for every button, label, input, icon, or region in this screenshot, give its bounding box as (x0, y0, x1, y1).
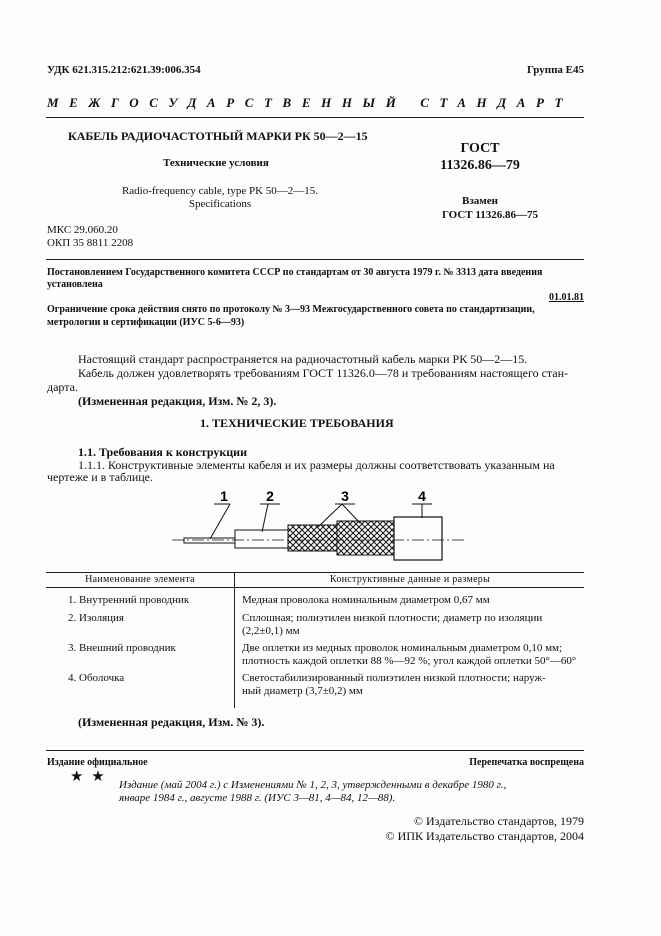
table-row-4-data-1: Светостабилизированный полиэтилен низкой плотности; наруж- (242, 672, 546, 684)
table-row-2-name: 2. Изоляция (68, 612, 124, 624)
table-column-divider (234, 572, 235, 708)
callout-2: 2 (266, 488, 274, 504)
header-rule (46, 117, 584, 118)
callout-1: 1 (220, 488, 228, 504)
table-row-2-data-2: (2,2±0,1) мм (242, 625, 300, 637)
table-amendment-note: (Измененная редакция, Изм. № 3). (78, 715, 265, 729)
sheath-shape (394, 517, 442, 560)
limit-line-2: метрологии и сертификации (ИУС 5-6—93) (47, 317, 245, 328)
replaces-label: Взамен (462, 195, 498, 207)
document-title: КАБЕЛЬ РАДИОЧАСТОТНЫЙ МАРКИ РК 50—2—15 (68, 129, 368, 143)
table-row-1-data: Медная проволока номинальным диаметром 0,67 мм (242, 594, 490, 606)
english-title: Radio-frequency cable, type PK 50—2—15. (121, 185, 319, 197)
edition-line-2: январе 1984 г., августе 1988 г. (ИУС 3—81, 4—84, 12—88). (119, 792, 396, 804)
copyright-2004: © ИПК Издательство стандартов, 2004 (385, 829, 584, 843)
table-header-data: Конструктивные данные и размеры (329, 574, 491, 585)
cable-drawing (170, 488, 470, 568)
copyright-1979: © Издательство стандартов, 1979 (413, 814, 584, 828)
clause-111: 1.1.1. Конструктивные элементы кабеля и их размеры должны соответствовать указанным на (78, 458, 555, 472)
official-edition: Издание официальное (47, 757, 148, 768)
table-row-3-name: 3. Внешний проводник (68, 642, 176, 654)
insulation-shape (235, 530, 289, 548)
introduction-date: 01.01.81 (549, 292, 584, 303)
leader-3b (342, 504, 360, 523)
table-row-3-data-1: Две оплетки из медных проволок номинальным диаметром 0,10 мм; (242, 642, 563, 654)
limit-line-1: Ограничение срока действия снято по протоколу № 3—93 Межгосударственного совета по стандартизации, (47, 304, 535, 315)
table-row-3-data-2: плотность каждой оплетки 88 %—92 %; угол каждой оплетки 50°—60° (242, 655, 577, 667)
clause-111-end: чертеже и в таблице. (47, 470, 154, 484)
table-row-2-data-1: Сплошная; полиэтилен низкой плотности; диаметр по изоляции (242, 612, 543, 624)
requirements-paragraph-end: дарта. (47, 380, 78, 394)
gost-label: ГОСТ (460, 141, 500, 156)
stars-mark: ★ ★ (70, 769, 107, 785)
outer-braid-1-shape (288, 525, 338, 551)
section-heading: 1. ТЕХНИЧЕСКИЕ ТРЕБОВАНИЯ (200, 416, 394, 430)
table-row-4-name: 4. Оболочка (68, 672, 125, 684)
leader-2 (262, 504, 268, 532)
decree-line-1: Постановлением Государственного комитета СССР по стандартам от 30 августа 1979 г. № 3313 дата введения (47, 267, 543, 278)
subsection-heading: 1.1. Требования к конструкции (78, 445, 248, 459)
table-row-1-name: 1. Внутренний проводник (68, 594, 190, 606)
requirements-paragraph: Кабель должен удовлетворять требованиям ГОСТ 11326.0—78 и требованиям настоящего стан- (78, 366, 569, 380)
group-code: Группа Е45 (526, 64, 584, 76)
okp-code: ОКП 35 8811 2208 (47, 237, 134, 249)
edition-line-1: Издание (май 2004 г.) с Изменениями № 1, 2, 3, утвержденными в декабре 1980 г., (119, 779, 507, 791)
udk-code: УДК 621.315.212:621.39:006.354 (47, 64, 201, 76)
mks-code: МКС 29.060.20 (47, 224, 118, 236)
table-header-element: Наименование элемента (85, 574, 195, 585)
callout-4: 4 (418, 488, 426, 504)
title-rule (46, 259, 584, 260)
table-header-row (46, 572, 584, 588)
standard-banner: МЕЖГОСУДАРСТВЕННЫЙ СТАНДАРТ (47, 95, 574, 110)
amendment-note: (Измененная редакция, Изм. № 2, 3). (78, 394, 277, 408)
decree-line-2: установлена (47, 279, 103, 290)
document-subtitle: Технические условия (163, 157, 269, 169)
english-subtitle: Specifications (188, 198, 252, 210)
gost-number: 11326.86—79 (440, 158, 520, 173)
table-row-4-data-2: ный диаметр (3,7±0,2) мм (242, 685, 363, 697)
reprint-prohibited: Перепечатка воспрещена (469, 757, 584, 768)
replaces-value: ГОСТ 11326.86—75 (441, 209, 539, 221)
footer-rule (46, 750, 584, 751)
outer-braid-2-shape (337, 521, 395, 555)
scope-paragraph: Настоящий стандарт распространяется на радиочастотный кабель марки РК 50—2—15. (78, 352, 528, 366)
spec-table (46, 572, 584, 697)
callout-3: 3 (341, 488, 349, 504)
leader-1 (210, 504, 230, 539)
